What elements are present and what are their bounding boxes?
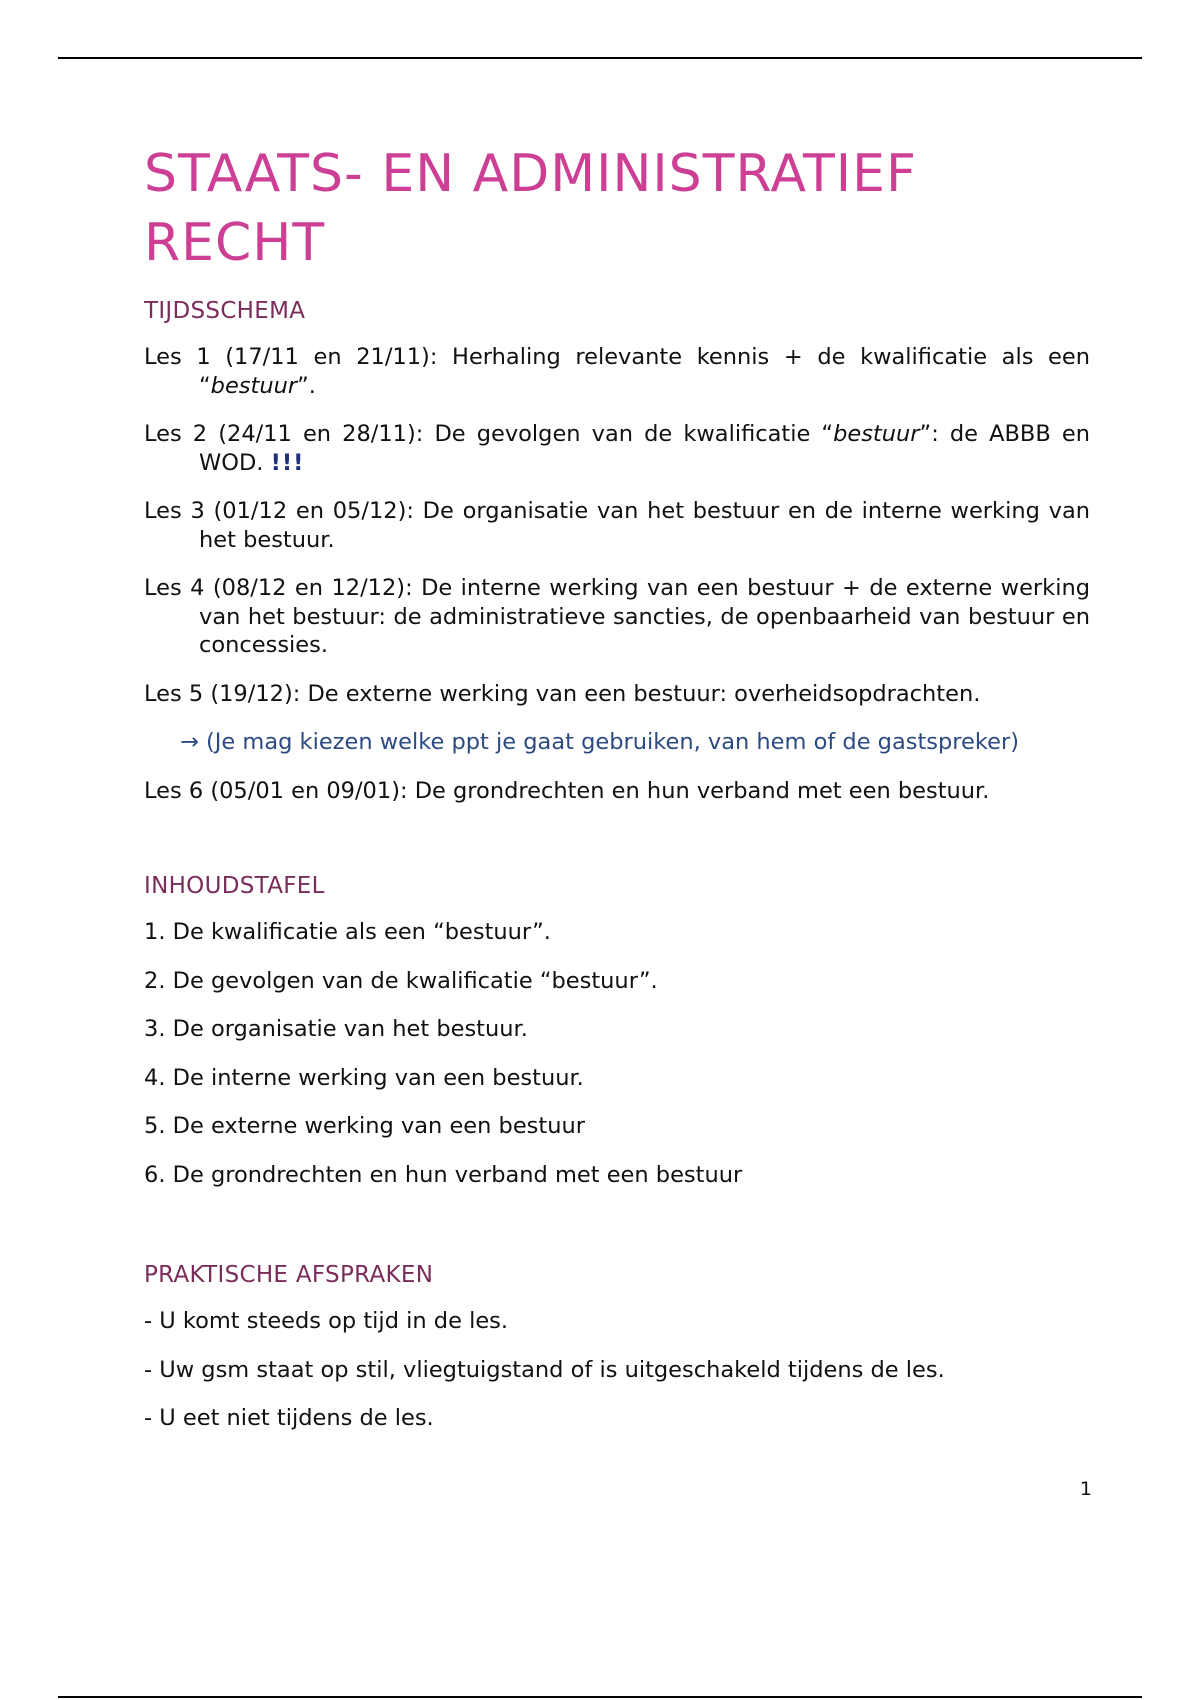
section-heading-praktische-afspraken: PRAKTISCHE AFSPRAKEN	[144, 1262, 434, 1288]
les-3: Les 3 (01/12 en 05/12): De organisatie van het bestuur en de interne werking van het bestuur.	[144, 498, 1090, 553]
afspraak-item: - U komt steeds op tijd in de les.	[144, 1308, 509, 1334]
les-1-emphasis: bestuur	[210, 372, 298, 399]
section-heading-inhoudstafel: INHOUDSTAFEL	[144, 873, 325, 899]
page-number: 1	[1079, 1478, 1092, 1500]
les-5: Les 5 (19/12): De externe werking van een bestuur: overheidsopdrachten.	[144, 680, 981, 707]
section-heading-tijdsschema: TIJDSSCHEMA	[144, 298, 306, 324]
toc-item: 5. De externe werking van een bestuur	[144, 1113, 586, 1139]
les-1	[144, 343, 1090, 400]
footer-rule	[58, 1696, 1142, 1698]
les-4: Les 4 (08/12 en 12/12): De interne werking van een bestuur + de externe werking van het bestuur: de administratieve sancties, de openbaarheid van bestuur en concessies.	[144, 575, 1090, 658]
document-title: STAATS- EN ADMINISTRATIEF RECHT	[144, 144, 917, 273]
header-rule	[58, 57, 1142, 59]
les-2-emphasis: bestuur	[833, 421, 920, 447]
toc-item: 4. De interne werking van een bestuur.	[144, 1064, 584, 1091]
toc-item: 3. De organisatie van het bestuur.	[144, 1016, 528, 1042]
les-1-text: Les 1 (17/11 en 21/11): Herhaling relevante kennis + de kwalificatie als een “	[144, 344, 1090, 399]
toc-item: 2. De gevolgen van de kwalificatie “bestuur”.	[144, 967, 658, 994]
document-page	[144, 140, 1090, 1433]
les-5-note: → (Je mag kiezen welke ppt je gaat gebruiken, van hem of de gastspreker)	[180, 729, 1020, 755]
toc-item: 6. De grondrechten en hun verband met een bestuur	[144, 1161, 743, 1188]
toc-item: 1. De kwalificatie als een “bestuur”.	[144, 919, 551, 945]
les-2	[144, 420, 1090, 477]
les-2-text: Les 2 (24/11 en 28/11): De gevolgen van de kwalificatie “	[144, 421, 834, 447]
afspraak-item: - U eet niet tijdens de les.	[144, 1405, 434, 1431]
afspraak-item: - Uw gsm staat op stil, vliegtuigstand of is uitgeschakeld tijdens de les.	[144, 1356, 945, 1383]
les-6: Les 6 (05/01 en 09/01): De grondrechten en hun verband met een bestuur.	[144, 777, 990, 804]
les-2-suffix: ”: de ABBB en WOD.	[199, 421, 1090, 476]
les-2-exclamation: !!!	[270, 449, 305, 476]
les-1-suffix: ”.	[297, 372, 316, 399]
